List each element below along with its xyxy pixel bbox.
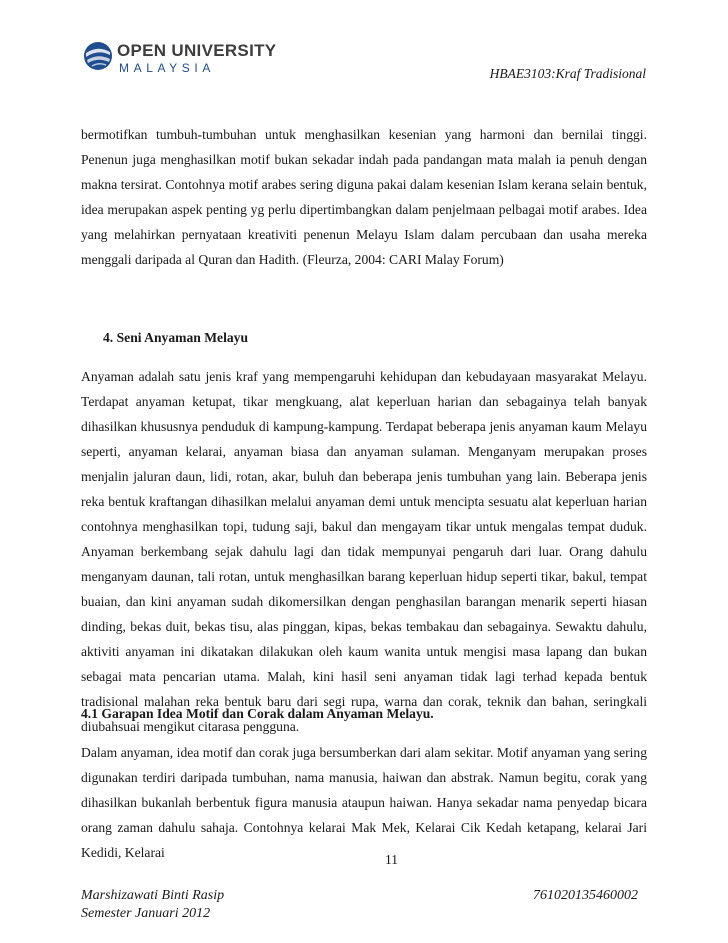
footer-student-id: 761020135460002 xyxy=(533,888,638,903)
body-paragraph-3: Dalam anyaman, idea motif dan corak juga bersumberkan dari alam sekitar. Motif anyaman yang sering digunakan terdiri daripada tumbuhan, nama manusia, haiwan dan abstrak. Namun begitu, corak yang dihasilkan bukanlah berbentuk figura manusia ataupun haiwan. Hanya sekadar nama penyedap bicara orang zaman dahulu sahaja. Contohnya kelarai Mak Mek, Kelarai Cik Kedah ketapang, kelarai Jari Kedidi, Kelarai xyxy=(81,745,647,860)
body-paragraph-2: Anyaman adalah satu jenis kraf yang mempengaruhi kehidupan dan kebudayaan masyarakat Melayu. Terdapat anyaman ketupat, tikar mengkuang, alat keperluan harian dan sebagainya telah banyak dihasilkan khususnya penduduk di kampung-kampung. Terdapat beberapa jenis anyaman kaum Melayu seperti, anyaman kelarai, anyaman biasa dan anyaman sulaman. Menganyam merupakan proses menjalin jaluran daun, lidi, rotan, akar, buluh dan beberapa jenis tumbuhan yang lain. Beberapa jenis reka bentuk kraftangan dihasilkan melalui anyaman demi untuk mencipta sesuatu alat keperluan harian contohnya menghasilkan topi, tudung saji, bakul dan mengayam tikar untuk mengalas tempat duduk. Anyaman berkembang sejak dahulu lagi dan tidak mempunyai pengaruh dari luar. Orang dahulu menganyam daunan, tali rotan, untuk menghasilkan barang keperluan hidup seperti tikar, bakul, tempat buaian, dan kini anyaman sudah dikomersilkan dengan penghasilan barangan menarik seperti hiasan dinding, bekas duit, bekas tisu, alas pinggan, kipas, bekas tembakau dan sebagainya. Sewaktu dahulu, aktiviti anyaman ini dikatakan dilakukan oleh kaum wanita untuk mengisi masa lapang dan bukan sebagai mata pencarian utama. Malah, kini hasil seni anyaman tidak lagi terhad kepada bentuk tradisional malahan reka bentuk baru dari segi rupa, warna dan corak, teknik dan bahan, seringkali diubahsuai mengikut citarasa pengguna. xyxy=(81,369,647,734)
body-paragraph-1: bermotifkan tumbuh-tumbuhan untuk menghasilkan kesenian yang harmoni dan bernilai tinggi. Penenun juga menghasilkan motif bukan sekadar indah pada pandangan mata malah ia penuh dengan makna tersirat. Contohnya motif arabes sering diguna pakai dalam kesenian Islam kerana selain bentuk, idea merupakan aspek penting yg perlu dipertimbangkan dalam penjelmaan pelbagai motif arabes. Idea yang melahirkan pernyataan kreativiti penenun Melayu Islam dalam percubaan dan usaha mereka menggali daripada al Quran dan Hadith. (Fleurza, 2004: CARI Malay Forum) xyxy=(81,127,647,267)
footer-author-name: Marshizawati Binti Rasip xyxy=(81,888,225,903)
section-heading: 4. Seni Anyaman Melayu xyxy=(103,330,249,345)
university-logo xyxy=(83,41,277,85)
footer-semester: Semester Januari 2012 xyxy=(81,906,211,921)
globe-logo-icon xyxy=(83,41,113,71)
page-number: 11 xyxy=(385,852,398,867)
logo-text-line1: OPEN UNIVERSITY xyxy=(117,41,277,60)
logo-text-line2: MALAYSIA xyxy=(119,61,215,75)
sub-heading: 4.1 Garapan Idea Motif dan Corak dalam Anyaman Melayu. xyxy=(81,706,434,721)
course-header: HBAE3103:Kraf Tradisional xyxy=(489,66,646,81)
